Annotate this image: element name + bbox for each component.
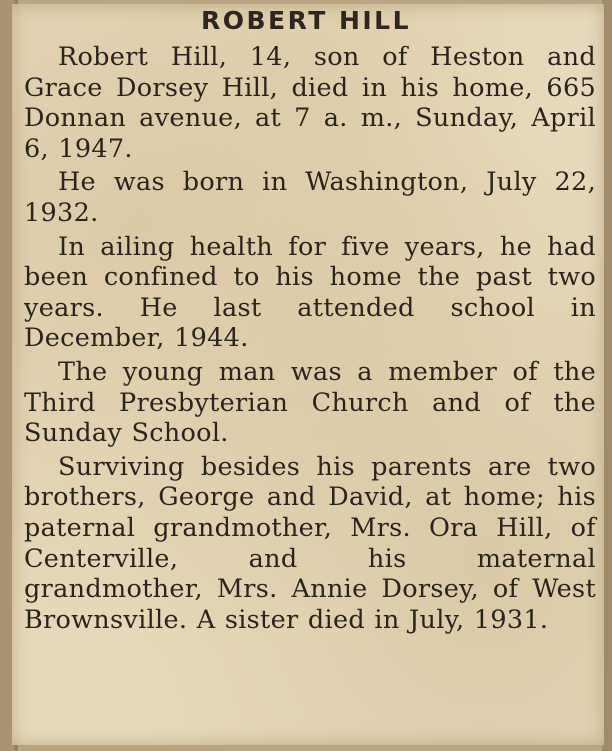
paragraph-church: The young man was a member of the Third Presbyterian Church and of the Sunday School. [24,356,596,449]
obituary-article [24,42,596,638]
paragraph-birth: He was born in Washington, July 22, 1932. [24,167,596,228]
paragraph-survivors: Surviving besides his parents are two brothers, George and David, at home; his paternal grandmother, Mrs. Ora Hill, of Centerville, and his maternal grandmother, Mrs. Annie Dorsey, of West Brownsville. A sister died in July, 1931. [24,451,596,635]
paragraph-death-notice: Robert Hill, 14, son of Heston and Grace Dorsey Hill, died in his home, 665 Donnan avenue, at 7 a. m., Sunday, April 6, 1947. [24,42,596,164]
obituary-headline: ROBERT HILL [200,6,412,35]
paragraph-health: In ailing health for five years, he had been confined to his home the past two years. He last attended school in December, 1944. [24,231,596,354]
